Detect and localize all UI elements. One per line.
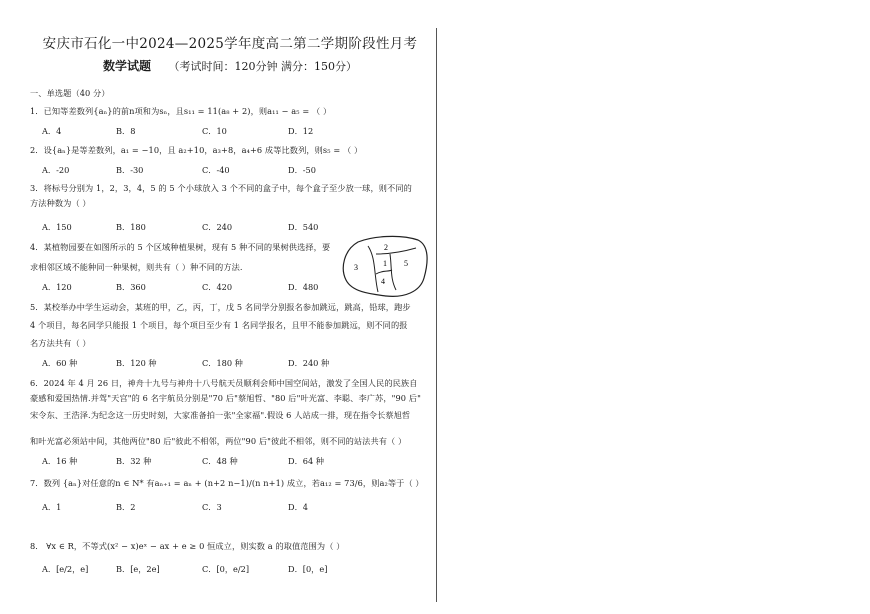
map-border xyxy=(390,254,396,290)
region-label-3: 3 xyxy=(354,263,358,272)
question-3-line-2: 方法种数为（ ） xyxy=(30,198,91,208)
option-c: C．240 xyxy=(202,222,233,232)
exam-subtitle xyxy=(30,57,430,74)
option-a: A．120 xyxy=(42,282,72,292)
subject-title: 数学试题 xyxy=(102,59,151,73)
column-divider xyxy=(436,28,437,602)
option-d: D．12 xyxy=(288,126,314,136)
option-c: C．3 xyxy=(202,502,222,512)
region-map-figure xyxy=(338,234,430,300)
option-a: A．16 种 xyxy=(42,456,78,466)
option-d: D．4 xyxy=(288,502,308,512)
option-d: D．-50 xyxy=(288,165,316,175)
option-b: B．32 种 xyxy=(116,456,152,466)
option-c: C．180 种 xyxy=(202,358,243,368)
question-2-text: 2．设{aₙ}是等差数列，a₁ = −10，且 a₂+10，a₃+8，a₄+6 成等比数列，则s₅ = （ ） xyxy=(30,145,363,155)
option-c: C．-40 xyxy=(202,165,230,175)
option-d: D．[0，e] xyxy=(288,564,328,574)
option-b: B．-30 xyxy=(116,165,144,175)
section-label: 一、单选题（40 分） xyxy=(30,88,110,98)
question-5-line-1: 5．某校举办中学生运动会，某班的甲，乙，丙，丁，戊 5 名同学分别报名参加跳远，跳高，铅球，跑步 xyxy=(30,302,411,312)
option-a: A．-20 xyxy=(42,165,70,175)
option-b: B．120 种 xyxy=(116,358,157,368)
map-border xyxy=(368,246,378,292)
region-label-4: 4 xyxy=(381,277,385,286)
question-6-line-4: 和叶光富必须站中间，其他两位"80 后"彼此不相邻，两位"90 后"彼此不相邻，则不同的站法共有（ ） xyxy=(30,436,407,446)
map-border xyxy=(376,248,416,254)
question-6-line-2: 豪感和爱国热情.并驾"天宫"的 6 名宇航员分别是"70 后"蔡旭哲、"80 后"叶光富、李聪、李广苏，"90 后" xyxy=(30,393,421,403)
exam-title: 安庆市石化一中2024—2025学年度高二第二学期阶段性月考 xyxy=(42,36,418,52)
region-label-5: 5 xyxy=(404,259,408,268)
option-b: B．8 xyxy=(116,126,136,136)
option-c: C．10 xyxy=(202,126,227,136)
option-a: A．60 种 xyxy=(42,358,78,368)
region-label-2: 2 xyxy=(384,243,388,252)
option-d: D．540 xyxy=(288,222,319,232)
option-a: A．150 xyxy=(42,222,72,232)
option-c: C．[0，e/2] xyxy=(202,564,250,574)
option-b: B．2 xyxy=(116,502,136,512)
option-a: A．4 xyxy=(42,126,62,136)
map-border xyxy=(376,270,392,274)
exam-info: （考试时间：120分钟 满分：150分） xyxy=(168,60,357,73)
region-label-1: 1 xyxy=(383,259,387,268)
question-5-line-3: 名方法共有（ ） xyxy=(30,338,91,348)
option-a: A．[e/2，e] xyxy=(42,564,89,574)
question-3-line-1: 3．将标号分别为 1，2，3，4，5 的 5 个小球放入 3 个不同的盒子中，每个盒子至少放一球，则不同的 xyxy=(30,183,412,193)
option-b: B．180 xyxy=(116,222,146,232)
option-d: D．480 xyxy=(288,282,319,292)
question-5-line-2: 4 个项目，每名同学只能报 1 个项目，每个项目至少有 1 名同学报名，且甲不能参加跳远，则不同的报 xyxy=(30,320,408,330)
option-c: C．48 种 xyxy=(202,456,238,466)
question-6-line-1: 6．2024 年 4 月 26 日，神舟十九号与神舟十八号航天员顺利会师中国空间站，激发了全国人民的民族自 xyxy=(30,378,418,388)
option-b: B．[e，2e] xyxy=(116,564,160,574)
question-7-text: 7．数列 {aₙ}对任意的n ∈ N* 有aₙ₊₁ = aₙ + (n+2 n−1)/(n n+1) 成立，若a₁₂ = 73/6，则a₂等于（ ） xyxy=(30,478,424,488)
question-6-line-3: 宋令东、王浩泽.为纪念这一历史时刻，大家准备拍一张"全家福".假设 6 人站成一排，现在指令长蔡旭哲 xyxy=(30,410,411,420)
option-c: C．420 xyxy=(202,282,233,292)
question-1-text: 1．已知等差数列{aₙ}的前n项和为sₙ，且s₁₁ = 11(a₈ + 2)，则a₁₁ − a₅ = （ ） xyxy=(30,106,332,116)
option-d: D．240 种 xyxy=(288,358,330,368)
question-8-text: 8． ∀x ∈ R，不等式(x² − x)eˣ − ax + e ≥ 0 恒成立，则实数 a 的取值范围为（ ） xyxy=(30,541,345,551)
option-b: B．360 xyxy=(116,282,146,292)
question-4-line-2: 求相邻区域不能种同一种果树，则共有（ ）种不同的方法. xyxy=(30,262,243,272)
question-4-line-1: 4．某植物园要在如图所示的 5 个区域种植果树，现有 5 种不同的果树供选择，要 xyxy=(30,242,331,252)
option-d: D．64 种 xyxy=(288,456,324,466)
option-a: A．1 xyxy=(42,502,62,512)
